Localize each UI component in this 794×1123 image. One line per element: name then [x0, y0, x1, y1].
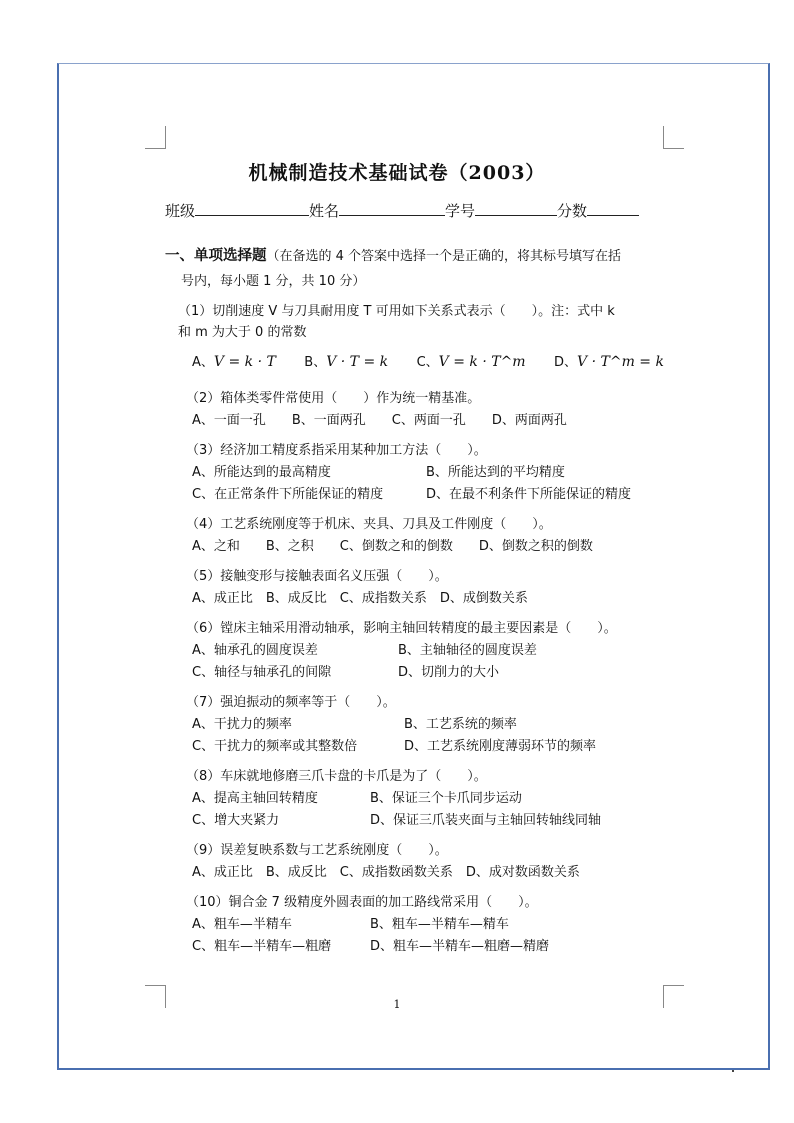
question-1-stem-cont: 和 m 为大于 0 的常数	[178, 325, 307, 340]
stray-mark	[732, 1070, 734, 1072]
question-8-option-c: C、增大夹紧力	[192, 813, 280, 828]
q1-opt-b-formula: V · T = k	[326, 354, 389, 370]
score-blank	[587, 201, 639, 216]
question-1-options	[192, 351, 688, 370]
question-2-options: A、一面一孔 B、一面两孔 C、两面一孔 D、两面两孔	[192, 413, 567, 428]
question-9-options: A、成正比 B、成反比 C、成指数函数关系 D、成对数函数关系	[192, 865, 580, 880]
question-7-option-c: C、干扰力的频率或其整数倍	[192, 739, 358, 754]
score-label: 分数	[557, 202, 588, 220]
question-7-option-a: A、干扰力的频率	[192, 717, 292, 732]
question-3-option-b: B、所能达到的平均精度	[426, 465, 565, 480]
question-8-option-a: A、提高主轴回转精度	[192, 791, 318, 806]
q1-opt-b-label: B、	[304, 355, 327, 370]
question-7-option-d: D、工艺系统刚度薄弱环节的频率	[404, 739, 597, 754]
question-7-stem: （7）强迫振动的频率等于（ ）。	[186, 695, 396, 710]
question-7-option-b: B、工艺系统的频率	[404, 717, 517, 732]
section-note-line1: （在备选的 4 个答案中选择一个是正确的，将其标号填写在括	[266, 249, 622, 264]
question-2-stem: （2）箱体类零件常使用（ ）作为统一精基准。	[186, 391, 481, 406]
question-6-option-c: C、轴径与轴承孔的间隙	[192, 665, 332, 680]
question-8-option-b: B、保证三个卡爪同步运动	[370, 791, 522, 806]
question-8-option-d: D、保证三爪装夹面与主轴回转轴线同轴	[370, 813, 602, 828]
question-10-stem: （10）铜合金 7 级精度外圆表面的加工路线常采用（ ）。	[186, 895, 538, 910]
question-4-options: A、之和 B、之积 C、倒数之和的倒数 D、倒数之积的倒数	[192, 539, 593, 554]
question-10-option-a: A、粗车—半精车	[192, 917, 292, 932]
question-6-option-a: A、轴承孔的圆度误差	[192, 643, 318, 658]
question-9-stem: （9）误差复映系数与工艺系统刚度（ ）。	[186, 843, 448, 858]
question-3-stem: （3）经济加工精度系指采用某种加工方法（ ）。	[186, 443, 487, 458]
q1-opt-c-label: C、	[416, 355, 439, 370]
id-blank	[475, 201, 557, 216]
section-note-line2: 号内，每小题 1 分，共 10 分）	[181, 274, 366, 289]
crop-mark-top-right	[663, 126, 684, 149]
question-4-stem: （4）工艺系统刚度等于机床、夹具、刀具及工件刚度（ ）。	[186, 517, 552, 532]
question-8-stem: （8）车床就地修磨三爪卡盘的卡爪是为了（ ）。	[186, 769, 487, 784]
id-label: 学号	[445, 202, 476, 220]
q1-opt-a-label: A、	[192, 355, 214, 370]
question-6-option-d: D、切削力的大小	[398, 665, 500, 680]
question-3-option-c: C、在正常条件下所能保证的精度	[192, 487, 384, 502]
question-5-stem: （5）接触变形与接触表面名义压强（ ）。	[186, 569, 448, 584]
section-heading	[165, 244, 665, 294]
section-title: 一、单项选择题	[165, 248, 267, 264]
exam-title: 机械制造技术基础试卷（2003）	[248, 162, 546, 184]
question-6-stem: （6）镗床主轴采用滑动轴承，影响主轴回转精度的最主要因素是（ ）。	[186, 621, 617, 636]
question-5-options: A、成正比 B、成反比 C、成指数关系 D、成倒数关系	[192, 591, 528, 606]
question-1-stem: （1）切削速度 V 与刀具耐用度 T 可用如下关系式表示（ ）。注：式中 k	[178, 304, 615, 319]
q1-opt-c-formula: V = k · T^m	[438, 354, 526, 370]
student-info-line	[165, 200, 639, 221]
class-blank	[195, 201, 309, 216]
question-3-option-a: A、所能达到的最高精度	[192, 465, 331, 480]
crop-mark-top-left	[145, 126, 166, 149]
question-6-option-b: B、主轴轴径的圆度误差	[398, 643, 537, 658]
q1-opt-d-label: D、	[554, 355, 578, 370]
class-label: 班级	[165, 202, 196, 220]
question-10-option-c: C、粗车—半精车—粗磨	[192, 939, 332, 954]
q1-opt-a-formula: V = k · T	[213, 354, 276, 370]
question-10-option-b: B、粗车—半精车—精车	[370, 917, 509, 932]
q1-opt-d-formula: V · T^m = k	[577, 354, 664, 370]
name-label: 姓名	[309, 202, 340, 220]
name-blank	[339, 201, 445, 216]
question-10-option-d: D、粗车—半精车—粗磨—精磨	[370, 939, 550, 954]
page-number: 1	[393, 998, 401, 1011]
question-3-option-d: D、在最不利条件下所能保证的精度	[426, 487, 632, 502]
